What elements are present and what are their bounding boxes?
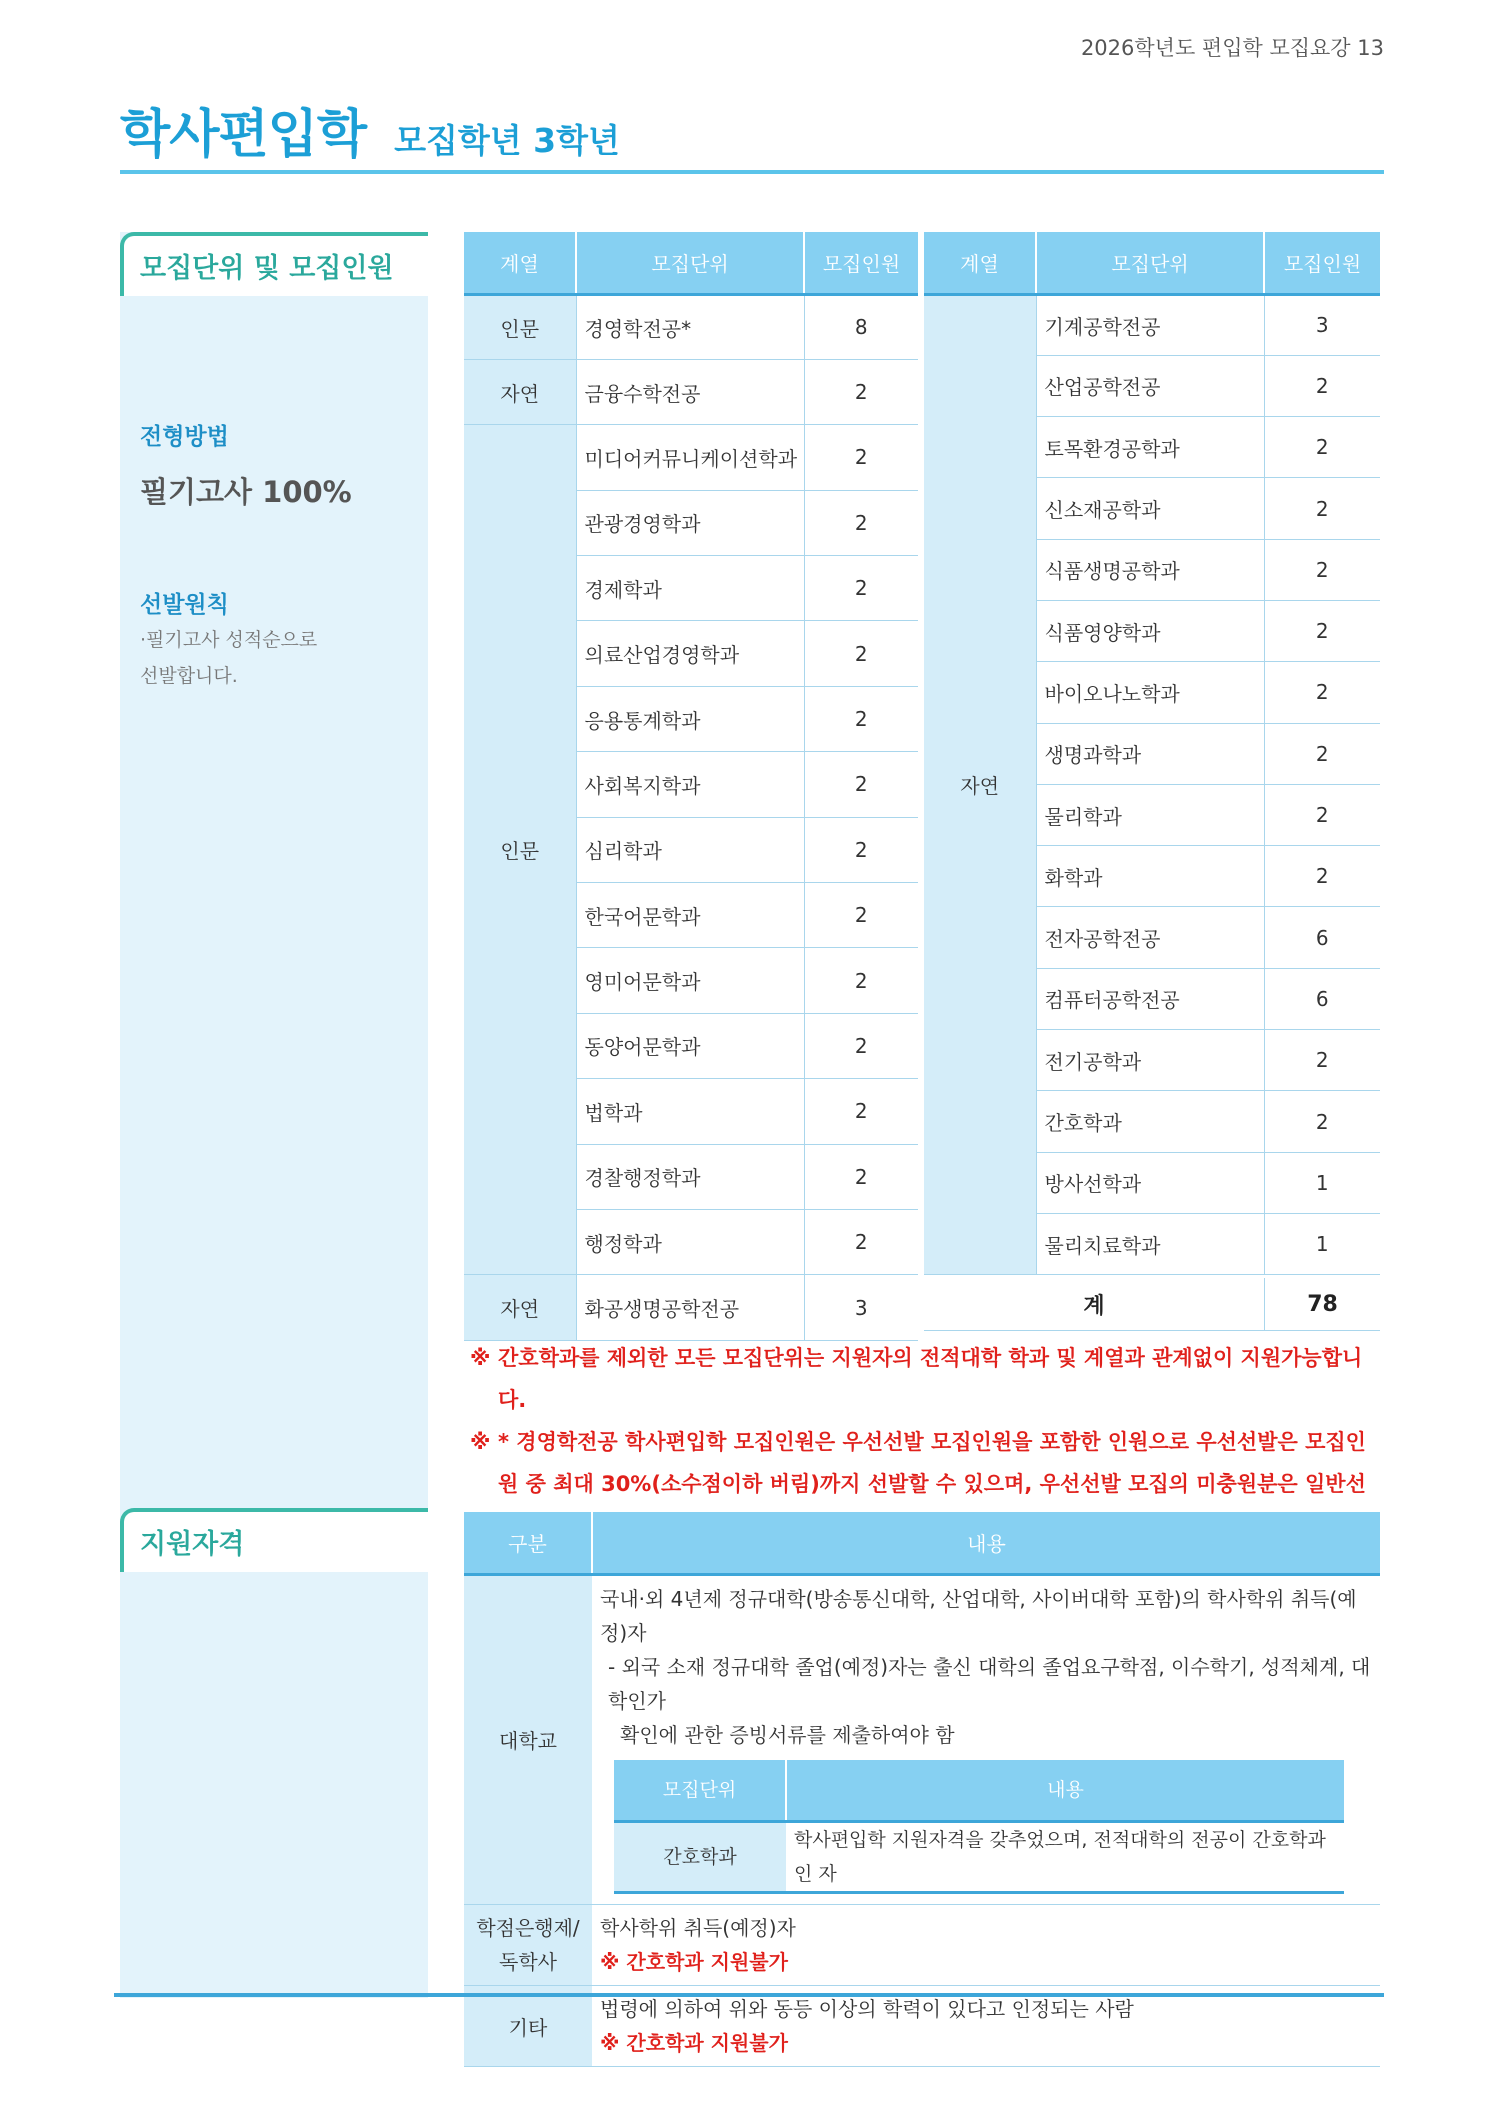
count-cell: 2 — [804, 948, 918, 1013]
count-cell: 2 — [804, 883, 918, 948]
total-label: 계 — [1083, 1293, 1105, 1319]
unit-cell: 법학과 — [576, 1079, 804, 1144]
inner-header-content: 내용 — [786, 1760, 1344, 1822]
note-2-text: * 경영학전공 학사편입학 모집인원은 우선선발 모집인원을 포함한 인원으로 우선선발은 모집인원 중 최대 30%(소수점이하 버림)까지 선발할 수 있으며, 우선선발 모집의 미충원분은 일반선 — [498, 1430, 1366, 1496]
qualification-heading-text: 지원자격 — [140, 1529, 245, 1560]
count-cell: 2 — [1264, 1091, 1380, 1152]
unit-cell: 동양어문학과 — [576, 1013, 804, 1078]
title-sub: 모집학년 3학년 — [394, 121, 620, 160]
unit-cell: 경제학과 — [576, 556, 804, 621]
count-cell: 2 — [1264, 417, 1380, 478]
count-cell: 2 — [1264, 723, 1380, 784]
count-cell: 2 — [1264, 600, 1380, 661]
count-cell: 2 — [804, 1079, 918, 1144]
category-cell — [464, 1905, 592, 1986]
note-mark: ※ — [470, 1346, 491, 1370]
table-header-row — [464, 1512, 1380, 1574]
content-cell — [592, 1905, 1380, 1986]
method-label: 전형방법 — [140, 424, 229, 450]
unit-cell: 경찰행정학과 — [576, 1144, 804, 1209]
count-cell: 2 — [1264, 784, 1380, 845]
total-row — [924, 1278, 1380, 1331]
table-row — [924, 294, 1380, 355]
bank-note: ※ 간호학과 지원불가 — [600, 1950, 788, 1974]
unit-cell: 물리학과 — [1036, 784, 1264, 845]
count-cell: 2 — [804, 686, 918, 751]
recruit-heading-text: 모집단위 및 모집인원 — [140, 253, 394, 284]
header-count: 모집인원 — [1264, 232, 1380, 294]
bank-label-1: 학점은행제/ — [476, 1916, 580, 1940]
method-value: 필기고사 100% — [140, 475, 352, 509]
unit-cell: 토목환경공학과 — [1036, 417, 1264, 478]
table-row-credit-bank — [464, 1905, 1380, 1986]
note-mark: ※ — [470, 1430, 491, 1454]
unit-cell: 전자공학전공 — [1036, 907, 1264, 968]
table-header-row — [924, 232, 1380, 294]
unit-cell: 식품생명공학과 — [1036, 539, 1264, 600]
principle-line-2: 선발합니다. — [140, 665, 238, 687]
header-count: 모집인원 — [804, 232, 918, 294]
count-cell: 2 — [1264, 478, 1380, 539]
count-cell: 2 — [804, 359, 918, 424]
unit-cell: 미디어커뮤니케이션학과 — [576, 425, 804, 490]
table-row — [464, 294, 918, 359]
category-cell: 인문 — [464, 294, 576, 359]
unit-cell: 신소재공학과 — [1036, 478, 1264, 539]
unit-cell: 식품영양학과 — [1036, 600, 1264, 661]
qualification-section-heading — [120, 1508, 428, 1572]
unit-cell: 바이오나노학과 — [1036, 662, 1264, 723]
unit-cell: 경영학전공* — [576, 294, 804, 359]
nursing-inner-table — [614, 1760, 1344, 1895]
page-title — [120, 92, 620, 167]
count-cell: 2 — [804, 556, 918, 621]
unit-cell: 간호학과 — [1036, 1091, 1264, 1152]
count-cell: 1 — [1264, 1213, 1380, 1274]
content-cell — [592, 1574, 1380, 1905]
unit-cell: 사회복지학과 — [576, 752, 804, 817]
table-row — [464, 359, 918, 424]
unit-cell: 행정학과 — [576, 1209, 804, 1274]
unit-cell: 산업공학전공 — [1036, 355, 1264, 416]
category-cell: 기타 — [464, 1986, 592, 2067]
count-cell: 2 — [1264, 662, 1380, 723]
recruit-table-left — [464, 232, 918, 1341]
inner-content-cell: 학사편입학 지원자격을 갖추었으며, 전적대학의 전공이 간호학과인 자 — [786, 1822, 1344, 1893]
page-header-info: 2026학년도 편입학 모집요강 13 — [1080, 36, 1384, 60]
unit-cell: 방사선학과 — [1036, 1152, 1264, 1213]
unit-cell: 전기공학과 — [1036, 1030, 1264, 1091]
unit-cell: 영미어문학과 — [576, 948, 804, 1013]
count-cell: 2 — [804, 752, 918, 817]
note-1 — [470, 1337, 1382, 1421]
principle-text — [140, 622, 317, 694]
qualification-table — [464, 1512, 1380, 2067]
table-row-university — [464, 1574, 1380, 1905]
inner-row — [614, 1822, 1344, 1893]
table-header-row — [464, 232, 918, 294]
count-cell: 2 — [804, 621, 918, 686]
univ-line-3: 확인에 관한 증빙서류를 제출하여야 함 — [620, 1722, 955, 1747]
count-cell: 2 — [804, 1144, 918, 1209]
count-cell: 2 — [1264, 846, 1380, 907]
principle-label: 선발원칙 — [140, 592, 229, 618]
univ-line-1: 국내·외 4년제 정규대학(방송통신대학, 산업대학, 사이버대학 포함)의 학사학위 취득(예정)자 — [600, 1586, 1357, 1645]
category-cell: 자연 — [924, 294, 1036, 1275]
category-cell: 자연 — [464, 359, 576, 424]
recruit-section-heading — [120, 232, 428, 296]
header-category: 계열 — [924, 232, 1036, 294]
title-rule — [120, 170, 1384, 174]
unit-cell: 기계공학전공 — [1036, 294, 1264, 355]
header-category: 구분 — [464, 1512, 592, 1574]
header-unit: 모집단위 — [1036, 232, 1264, 294]
unit-cell: 한국어문학과 — [576, 883, 804, 948]
unit-cell: 금융수학전공 — [576, 359, 804, 424]
content-cell — [592, 1986, 1380, 2067]
count-cell: 1 — [1264, 1152, 1380, 1213]
note-1-text: 간호학과를 제외한 모든 모집단위는 지원자의 전적대학 학과 및 계열과 관계없이 지원가능합니다. — [498, 1346, 1363, 1412]
bank-label-2: 독학사 — [499, 1950, 557, 1974]
category-cell: 자연 — [464, 1275, 576, 1340]
count-cell: 2 — [804, 490, 918, 555]
table-row-etc — [464, 1986, 1380, 2067]
unit-cell: 화공생명공학전공 — [576, 1275, 804, 1340]
count-cell: 2 — [804, 817, 918, 882]
count-cell: 3 — [1264, 294, 1380, 355]
count-cell: 8 — [804, 294, 918, 359]
category-cell: 대학교 — [464, 1574, 592, 1905]
unit-cell: 생명과학과 — [1036, 723, 1264, 784]
bottom-rule — [114, 1993, 1384, 1997]
etc-note: ※ 간호학과 지원불가 — [600, 2031, 788, 2055]
unit-cell: 관광경영학과 — [576, 490, 804, 555]
unit-cell: 컴퓨터공학전공 — [1036, 968, 1264, 1029]
count-cell: 2 — [1264, 355, 1380, 416]
count-cell: 2 — [804, 425, 918, 490]
title-main: 학사편입학 — [120, 105, 367, 165]
count-cell: 6 — [1264, 907, 1380, 968]
bank-line-1: 학사학위 취득(예정)자 — [600, 1916, 796, 1940]
principle-line-1: ·필기고사 성적순으로 — [140, 629, 318, 651]
unit-cell: 심리학과 — [576, 817, 804, 882]
table-row — [464, 425, 918, 490]
inner-unit-cell: 간호학과 — [614, 1822, 786, 1893]
count-cell: 6 — [1264, 968, 1380, 1029]
etc-line-1: 법령에 의하여 위와 동등 이상의 학력이 있다고 인정되는 사람 — [600, 1997, 1134, 2021]
header-unit: 모집단위 — [576, 232, 804, 294]
category-cell: 인문 — [464, 425, 576, 1275]
count-cell: 2 — [804, 1209, 918, 1274]
count-cell: 3 — [804, 1275, 918, 1340]
unit-cell: 물리치료학과 — [1036, 1213, 1264, 1274]
header-category: 계열 — [464, 232, 576, 294]
unit-cell: 응용통계학과 — [576, 686, 804, 751]
unit-cell: 화학과 — [1036, 846, 1264, 907]
unit-cell: 의료산업경영학과 — [576, 621, 804, 686]
total-value: 78 — [1264, 1278, 1380, 1330]
header-content: 내용 — [592, 1512, 1380, 1574]
inner-header-row — [614, 1760, 1344, 1822]
count-cell: 2 — [1264, 539, 1380, 600]
inner-header-unit: 모집단위 — [614, 1760, 786, 1822]
count-cell: 2 — [1264, 1030, 1380, 1091]
table-row — [464, 1275, 918, 1340]
univ-line-2: - 외국 소재 정규대학 졸업(예정)자는 출신 대학의 졸업요구학점, 이수학기, 성적체계, 대학인가 — [608, 1654, 1371, 1713]
recruit-table-right — [924, 232, 1380, 1275]
count-cell: 2 — [804, 1013, 918, 1078]
